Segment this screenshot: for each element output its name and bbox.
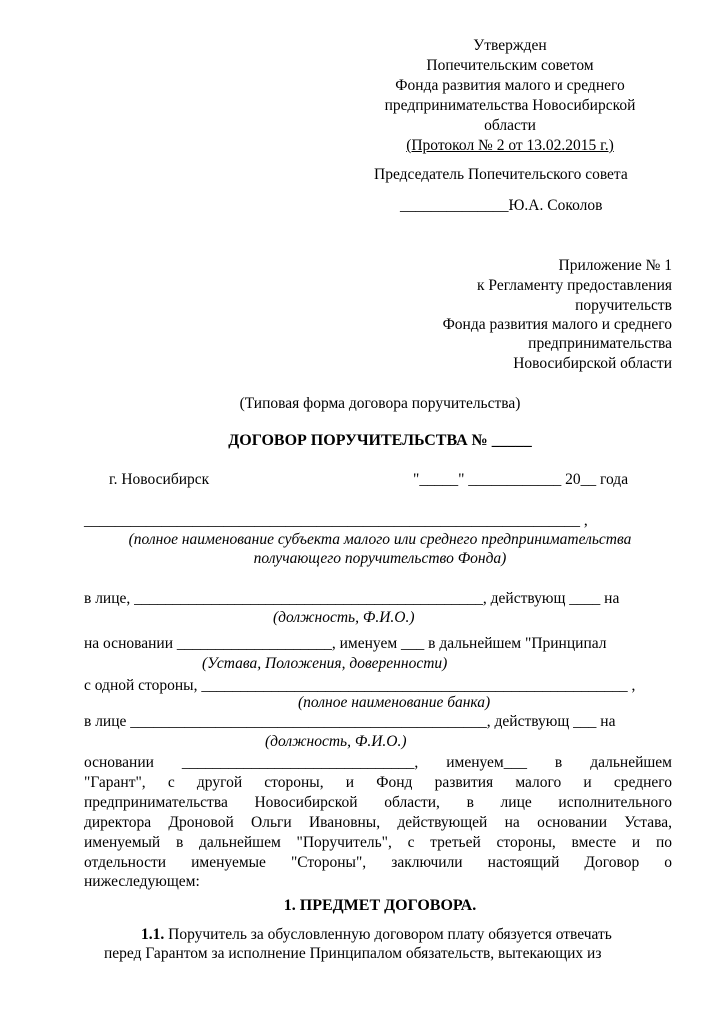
parties-paragraph-line: нижеследующем:	[84, 873, 200, 890]
principal-name-hint: (полное наименование субъекта малого или среднего предпринимательства	[128, 531, 632, 548]
appendix-line: к Регламенту предоставления	[477, 277, 672, 294]
appendix-line: Приложение № 1	[558, 257, 672, 274]
place: г. Новосибирск	[109, 471, 210, 488]
principal-basis-line: на основании ____________________, именуем ___ в дальнейшем "Принципал	[84, 635, 607, 652]
bank-representative-line: в лице ______________________________________________, действующ ___ на	[84, 713, 616, 730]
approval-line: предпринимательства Новосибирской	[384, 97, 636, 114]
section-heading: 1. ПРЕДМЕТ ДОГОВОРА.	[283, 897, 477, 914]
appendix-line: предпринимательства	[528, 335, 672, 352]
approval-line: Утвержден	[473, 37, 547, 54]
approval-line: области	[484, 117, 536, 134]
parties-paragraph-line: директора Дроновой Ольги Ивановны, действующей на основании Устава,	[84, 814, 672, 831]
protocol-reference: (Протокол № 2 от 13.02.2015 г.)	[406, 137, 614, 154]
principal-representative-hint: (должность, Ф.И.О.)	[273, 609, 415, 626]
chairman-signature: ______________Ю.А. Соколов	[400, 197, 603, 214]
approval-line: Попечительским советом	[426, 57, 594, 74]
principal-name-hint: получающего поручительство Фонда)	[253, 550, 507, 567]
appendix-line: Новосибирской области	[513, 355, 672, 372]
bank-representative-hint: (должность, Ф.И.О.)	[265, 733, 407, 750]
appendix-line: Фонда развития малого и среднего	[442, 316, 672, 333]
principal-representative-line: в лице, _____________________________________________, действующ ____ на	[84, 590, 620, 607]
document-title: ДОГОВОР ПОРУЧИТЕЛЬСТВА № _____	[228, 432, 532, 449]
date: "_____" ____________ 20__ года	[413, 471, 629, 488]
bank-name-hint: (полное наименование банка)	[298, 694, 491, 711]
clause-1-1-continuation: перед Гарантом за исполнение Принципалом обязательств, вытекающих из	[104, 945, 602, 962]
parties-paragraph-line: отдельности именуемые "Стороны", заключили настоящий Договор о	[84, 854, 672, 871]
appendix-line: поручительств	[575, 297, 672, 314]
clause-number: 1.1.	[141, 926, 165, 943]
parties-paragraph-line: предпринимательства Новосибирской области, в лице исполнительного	[84, 794, 672, 811]
form-note: (Типовая форма договора поручительства)	[239, 395, 521, 412]
clause-text: Поручитель за обусловленную договором плату обязуется отвечать	[164, 926, 612, 943]
parties-paragraph-line: "Гарант", с другой стороны, и Фонд развития малого и среднего	[84, 774, 672, 791]
parties-paragraph-line: основании ______________________________, именуем___ в дальнейшем	[84, 754, 672, 771]
principal-name-line: ________________________________________________________________ ,	[84, 512, 588, 529]
principal-basis-hint: (Устава, Положения, доверенности)	[202, 655, 448, 672]
chairman-title: Председатель Попечительского совета	[374, 166, 628, 183]
clause-1-1	[141, 925, 612, 944]
approval-line: Фонда развития малого и среднего	[395, 77, 625, 94]
parties-paragraph-line: именуемый в дальнейшем "Поручитель", с третьей стороны, вместе и по	[84, 834, 672, 851]
bank-name-line: с одной стороны, _______________________________________________________ ,	[84, 677, 636, 694]
